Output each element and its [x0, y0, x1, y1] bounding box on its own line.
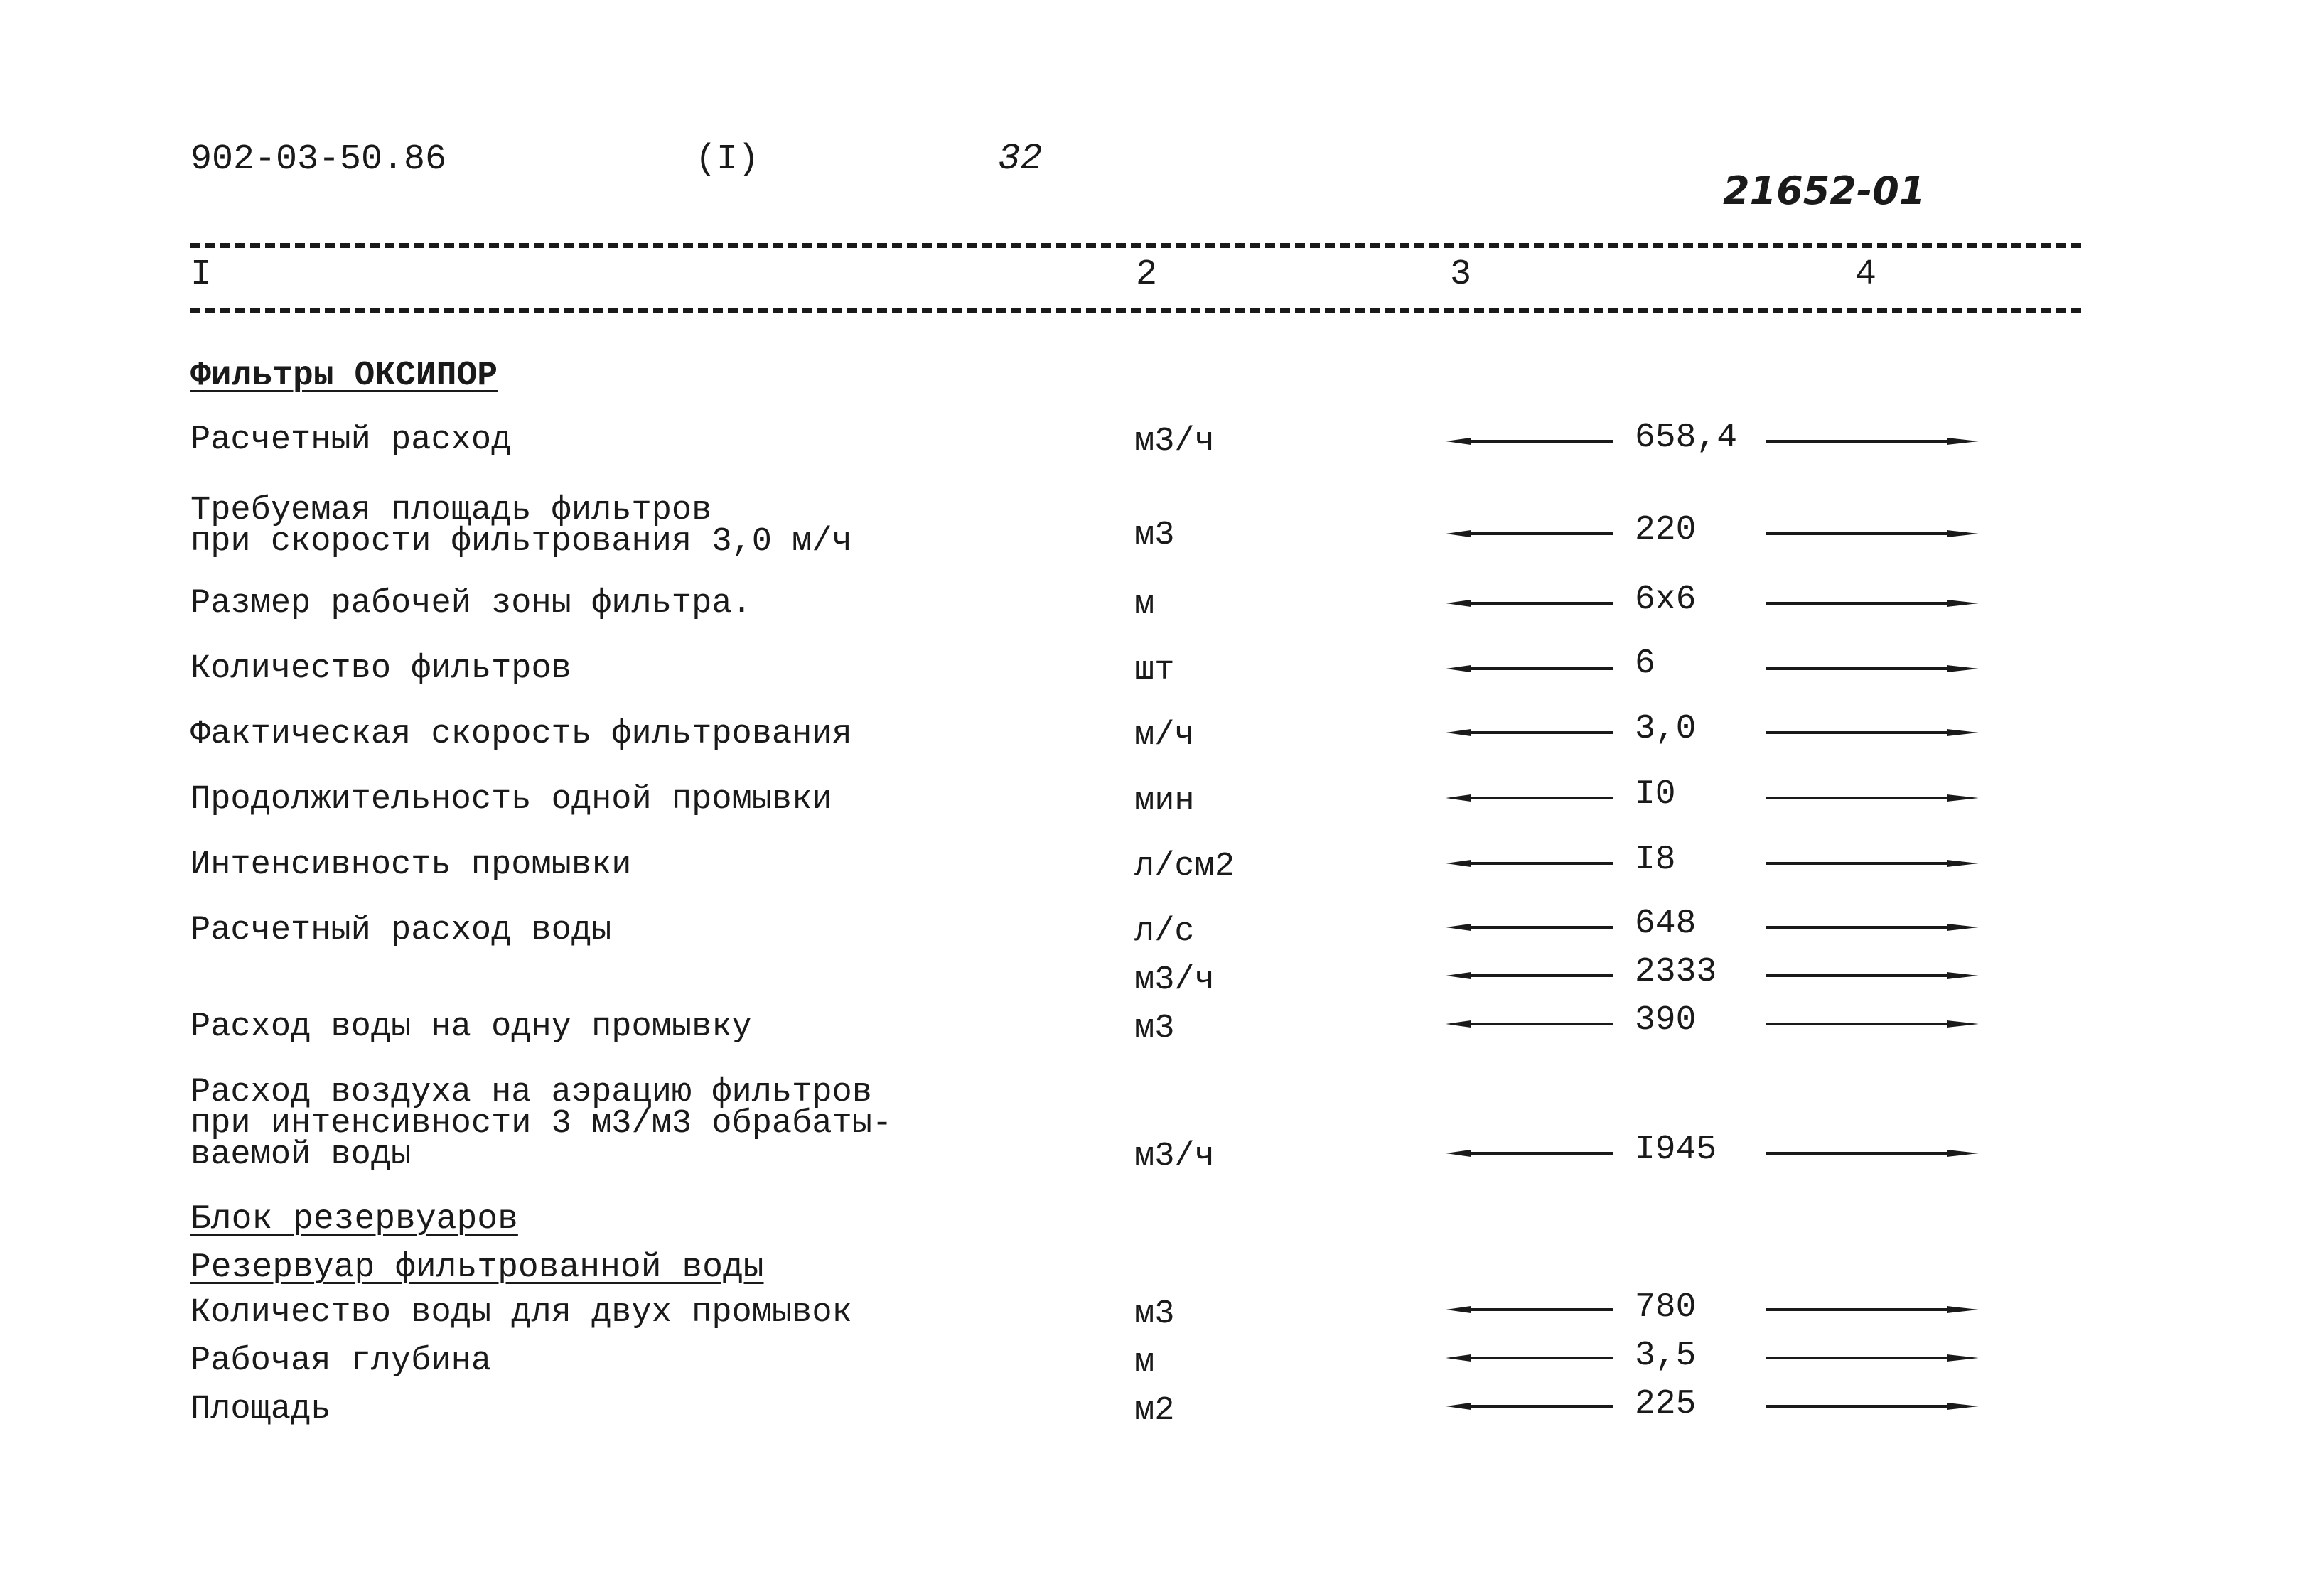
document-code: 902-03-50.86 [190, 139, 447, 180]
left-arrow-icon [1446, 729, 1613, 736]
row-label: Расход воды на одну промывку [190, 1008, 752, 1046]
row-unit: л/см2 [1134, 848, 1235, 885]
left-arrow-icon [1446, 438, 1613, 445]
row-unit: м2 [1134, 1392, 1175, 1430]
row-value: 3,5 [1635, 1337, 1697, 1375]
right-arrow-icon [1766, 438, 1979, 445]
row-label: Расчетный расход воды [190, 912, 612, 949]
row-unit: м3 [1134, 1010, 1175, 1047]
row-label: Требуемая площадь фильтров при скорости фильтрования 3,0 м/ч [190, 492, 852, 561]
right-arrow-icon [1766, 600, 1979, 607]
right-arrow-icon [1766, 1020, 1979, 1028]
right-arrow-icon [1766, 794, 1979, 802]
row-unit: м3 [1134, 517, 1175, 554]
column-number-3: 3 [1450, 254, 1472, 295]
row-value: 780 [1635, 1288, 1697, 1327]
right-arrow-icon [1766, 1150, 1979, 1157]
row-value: 6х6 [1635, 581, 1697, 619]
left-arrow-icon [1446, 794, 1613, 802]
row-unit: м3/ч [1134, 961, 1215, 999]
section-title-filters: Фильтры ОКСИПОР [190, 357, 498, 395]
archive-stamp-number: 21652-01 [1723, 168, 1926, 213]
row-value: I945 [1635, 1131, 1717, 1169]
row-value: I0 [1635, 775, 1676, 814]
row-value: 3,0 [1635, 710, 1697, 748]
left-arrow-icon [1446, 530, 1613, 537]
row-label: Расчетный расход [190, 421, 512, 459]
row-unit: м [1134, 586, 1155, 624]
row-label: Интенсивность промывки [190, 846, 632, 884]
row-value: 648 [1635, 905, 1697, 943]
left-arrow-icon [1446, 860, 1613, 867]
left-arrow-icon [1446, 972, 1613, 979]
row-label: Расход воздуха на аэрацию фильтров при интенсивности 3 м3/м3 обрабаты- ваемой воды [190, 1074, 893, 1174]
row-value: 390 [1635, 1001, 1697, 1040]
row-unit: м3/ч [1134, 1138, 1215, 1175]
page-number: 32 [998, 138, 1043, 180]
row-label: Количество фильтров [190, 650, 571, 688]
right-arrow-icon [1766, 924, 1979, 931]
column-number-4: 4 [1855, 254, 1877, 295]
left-arrow-icon [1446, 600, 1613, 607]
row-unit: м [1134, 1344, 1155, 1381]
row-label: Фактическая скорость фильтрования [190, 716, 852, 753]
right-arrow-icon [1766, 1306, 1979, 1313]
left-arrow-icon [1446, 1150, 1613, 1157]
subsection-title-filtered-water-tank: Резервуар фильтрованной воды [190, 1249, 764, 1287]
section-title-tanks: Блок резервуаров [190, 1200, 518, 1239]
row-unit: шт [1134, 652, 1175, 689]
right-arrow-icon [1766, 1403, 1979, 1410]
right-arrow-icon [1766, 860, 1979, 867]
left-arrow-icon [1446, 1020, 1613, 1028]
row-unit: м3 [1134, 1295, 1175, 1333]
right-arrow-icon [1766, 729, 1979, 736]
part-number: (I) [695, 139, 760, 180]
row-label: Продолжительность одной промывки [190, 781, 832, 819]
header-rule-top [190, 243, 2081, 248]
row-label: Количество воды для двух промывок [190, 1294, 852, 1332]
right-arrow-icon [1766, 972, 1979, 979]
left-arrow-icon [1446, 924, 1613, 931]
column-number-1: I [190, 254, 213, 295]
left-arrow-icon [1446, 1354, 1613, 1362]
header-rule-bottom [190, 308, 2081, 313]
row-value: 2333 [1635, 953, 1717, 991]
row-value: 220 [1635, 511, 1697, 549]
row-value: 225 [1635, 1385, 1697, 1423]
left-arrow-icon [1446, 1403, 1613, 1410]
row-unit: м/ч [1134, 717, 1195, 755]
left-arrow-icon [1446, 1306, 1613, 1313]
row-value: 658,4 [1635, 419, 1738, 457]
column-number-2: 2 [1136, 254, 1158, 295]
row-unit: мин [1134, 782, 1195, 820]
right-arrow-icon [1766, 530, 1979, 537]
row-value: I8 [1635, 841, 1676, 879]
row-label: Размер рабочей зоны фильтра. [190, 585, 752, 622]
row-unit: м3/ч [1134, 423, 1215, 460]
right-arrow-icon [1766, 1354, 1979, 1362]
row-unit: л/с [1134, 913, 1195, 951]
row-label: Рабочая глубина [190, 1342, 492, 1380]
right-arrow-icon [1766, 665, 1979, 672]
row-label: Площадь [190, 1391, 331, 1428]
row-value: 6 [1635, 645, 1655, 683]
left-arrow-icon [1446, 665, 1613, 672]
